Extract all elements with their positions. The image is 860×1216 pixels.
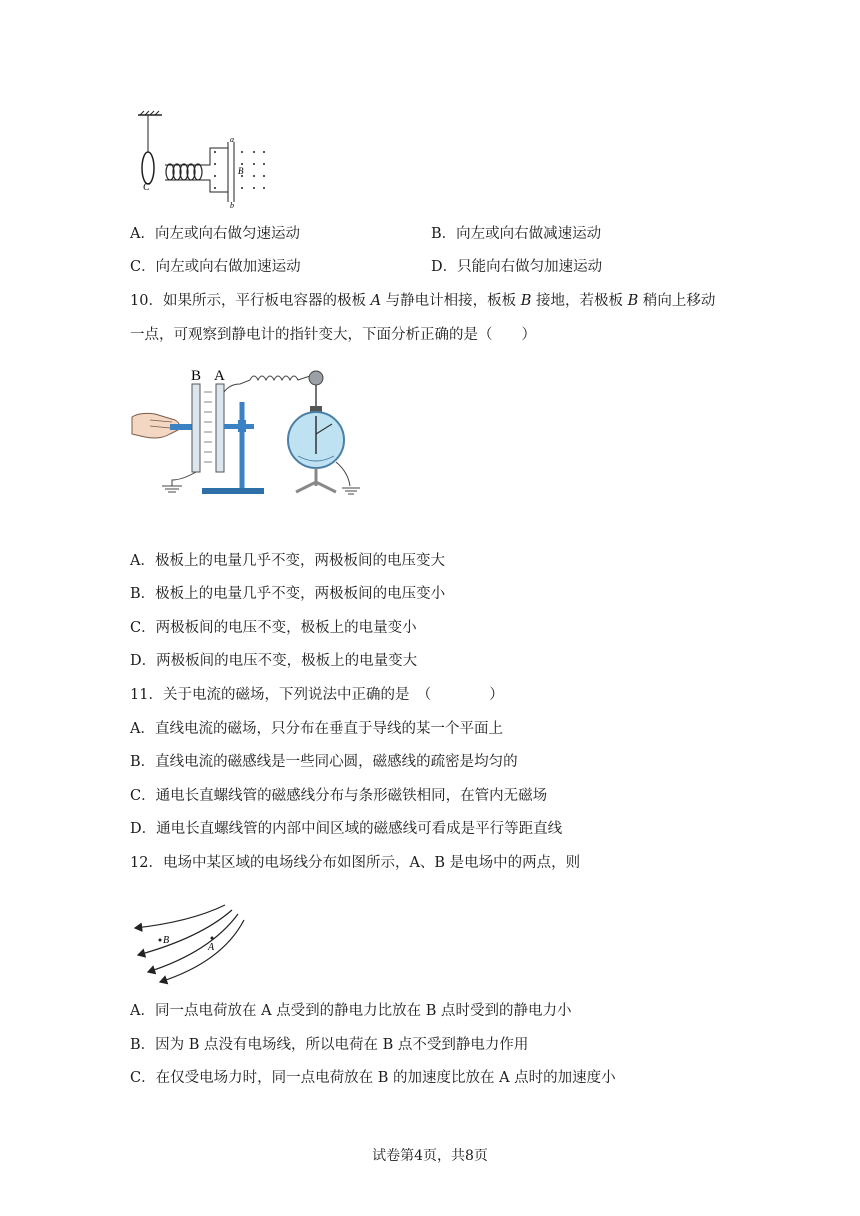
- q11-option-d[interactable]: D．通电长直螺线管的内部中间区域的磁感线可看成是平行等距直线: [130, 821, 563, 837]
- q12-option-a[interactable]: A．同一点电荷放在 A 点受到的静电力比放在 B 点时受到的静电力小: [130, 1003, 572, 1019]
- q10-option-c[interactable]: C．两极板间的电压不变，极板上的电量变小: [130, 620, 417, 636]
- q9-figure: [130, 110, 270, 210]
- q10-label-a: A: [214, 368, 225, 384]
- q9-option-a[interactable]: A．向左或向右做匀速运动: [130, 226, 300, 242]
- q11-stem: 11．关于电流的磁场，下列说法中正确的是 （ ）: [130, 687, 504, 703]
- q9-option-b[interactable]: B．向左或向右做减速运动: [431, 226, 602, 242]
- q9-label-c: C: [143, 182, 150, 193]
- q9-option-d[interactable]: D．只能向右做匀加速运动: [431, 259, 603, 275]
- q10-stem-line1: 10．如果所示，平行板电容器的极板 A 与静电计相接，板板 B 接地，若极板 B 稍向上移动: [130, 293, 716, 309]
- q9-option-c[interactable]: C．向左或向右做加速运动: [130, 259, 301, 275]
- q12-label-b: B: [163, 935, 170, 946]
- q12-figure: [130, 900, 250, 990]
- q9-label-field-b: B: [238, 166, 244, 176]
- q11-option-c[interactable]: C．通电长直螺线管的磁感线分布与条形磁铁相同，在管内无磁场: [130, 788, 548, 804]
- q10-option-d[interactable]: D．两极板间的电压不变，极板上的电量变大: [130, 653, 418, 669]
- page-footer: 试卷第4页，共8页: [372, 1148, 488, 1164]
- q9-label-b: b: [230, 201, 234, 210]
- q12-option-b[interactable]: B．因为 B 点没有电场线，所以电荷在 B 点不受到静电力作用: [130, 1037, 529, 1053]
- q10-figure: [130, 362, 370, 502]
- q10-stem-line2: 一点，可观察到静电计的指针变大，下面分析正确的是（ ）: [130, 327, 536, 343]
- q12-stem: 12．电场中某区域的电场线分布如图所示，A、B 是电场中的两点，则: [130, 855, 581, 871]
- q10-option-b[interactable]: B．极板上的电量几乎不变，两极板间的电压变小: [130, 586, 446, 602]
- q12-option-c[interactable]: C．在仅受电场力时，同一点电荷放在 B 的加速度比放在 A 点时的加速度小: [130, 1070, 616, 1086]
- q9-label-a: a: [230, 135, 234, 144]
- q12-label-a: A: [208, 942, 215, 953]
- q10-option-a[interactable]: A．极板上的电量几乎不变，两极板间的电压变大: [130, 553, 445, 569]
- q11-option-b[interactable]: B．直线电流的磁感线是一些同心圆，磁感线的疏密是均匀的: [130, 754, 518, 770]
- q10-label-b: B: [191, 368, 202, 384]
- q11-option-a[interactable]: A．直线电流的磁场，只分布在垂直于导线的某一个平面上: [130, 721, 503, 737]
